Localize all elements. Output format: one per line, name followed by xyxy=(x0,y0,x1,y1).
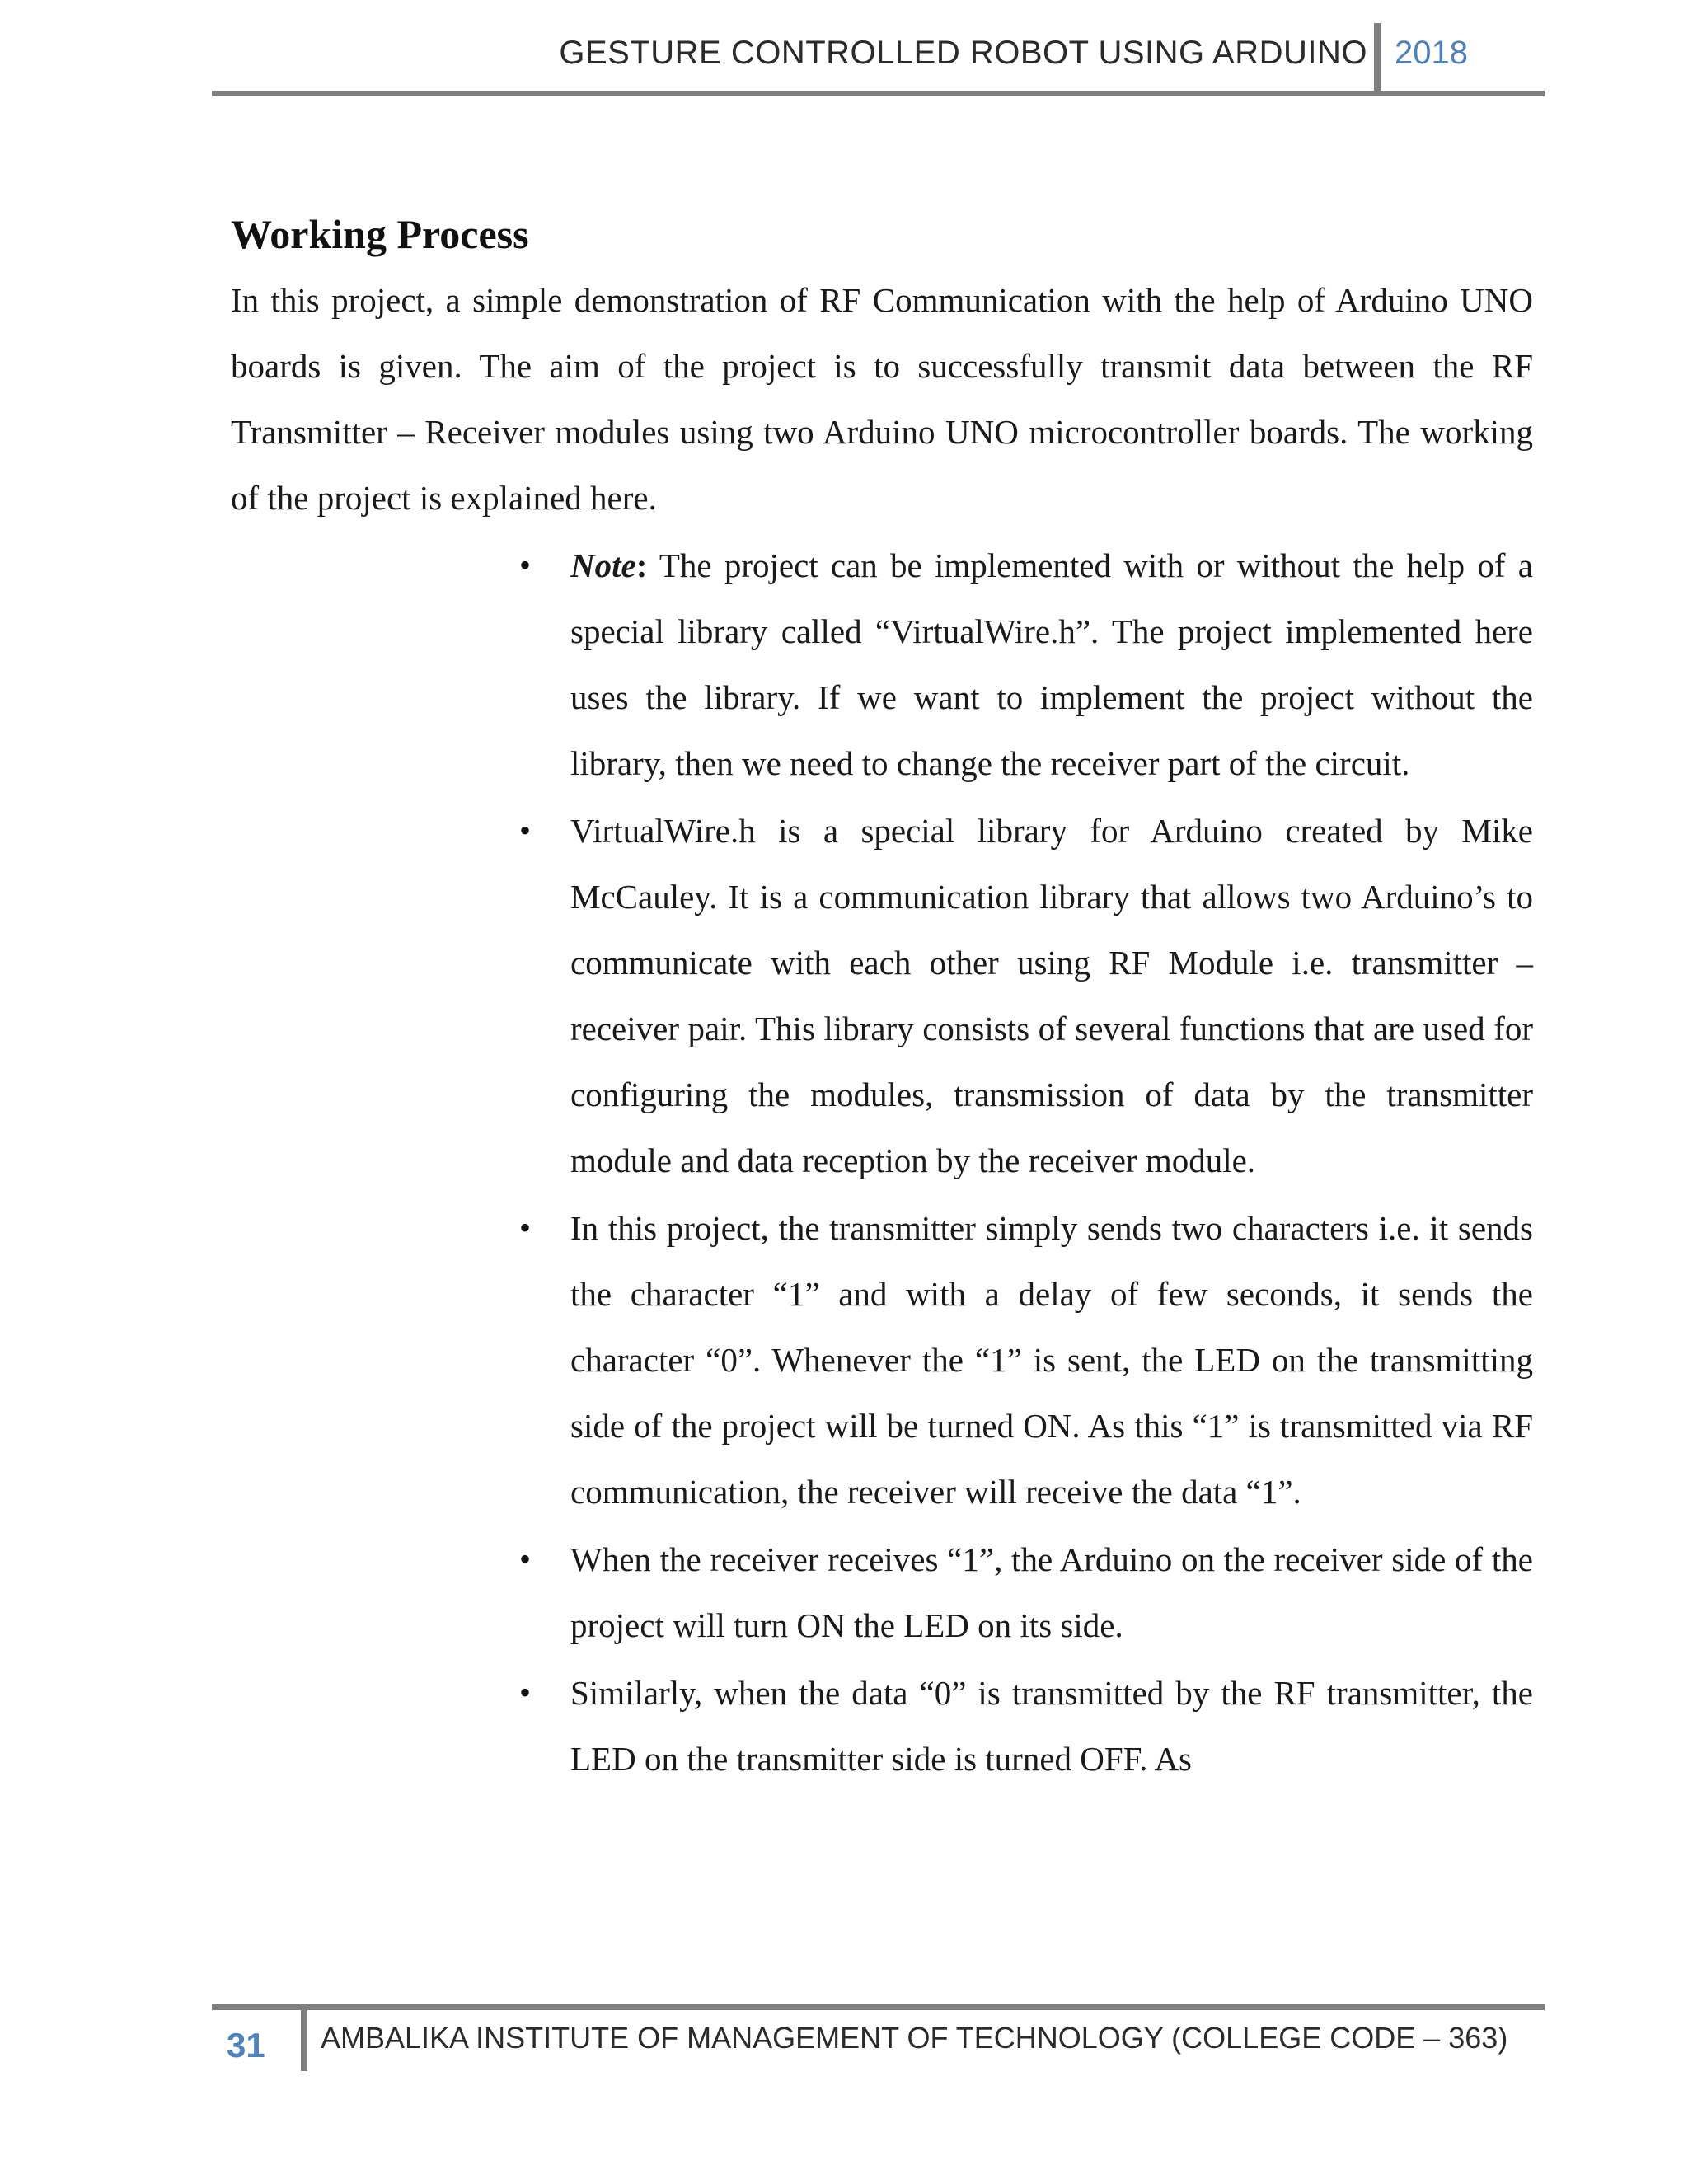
page-content xyxy=(231,208,1533,1793)
list-item-text: Similarly, when the data “0” is transmitted by the RF transmitter, the LED on the transmitter side is turned OFF. As xyxy=(570,1674,1533,1778)
list-item-text: In this project, the transmitter simply sends two characters i.e. it sends the character “1” and with a delay of few seconds, it sends the character “0”. Whenever the “1” is sent, the LED on the transmitting side of the project will be turned ON. As this “1” is transmitted via RF communication, the receiver will receive the data “1”. xyxy=(570,1209,1533,1511)
list-item-text: When the receiver receives “1”, the Arduino on the receiver side of the project will turn ON the LED on its side. xyxy=(570,1540,1533,1644)
intro-paragraph: In this project, a simple demonstration of RF Communication with the help of Arduino UNO boards is given. The aim of the project is to successfully transmit data between the RF Transmitter – Receiver modules using two Arduino UNO microcontroller boards. The working of the project is explained here. xyxy=(231,281,1533,517)
header-year: 2018 xyxy=(1395,35,1468,71)
footer-institute: AMBALIKA INSTITUTE OF MANAGEMENT OF TECHNOLOGY (COLLEGE CODE – 363) xyxy=(321,2021,1508,2055)
header-rule xyxy=(212,91,1545,96)
header-title: GESTURE CONTROLLED ROBOT USING ARDUINO xyxy=(559,35,1367,71)
page-number: 31 xyxy=(227,2026,265,2064)
header-divider xyxy=(1374,23,1381,92)
page-header xyxy=(212,23,1545,96)
bullet-icon: • xyxy=(519,1540,532,1577)
bullet-icon: • xyxy=(519,546,532,583)
footer-divider xyxy=(301,2010,307,2071)
bullet-list xyxy=(231,532,1533,1792)
list-item-text: VirtualWire.h is a special library for Arduino created by Mike McCauley. It is a communication library that allows two Arduino’s to communicate with each other using RF Module i.e. transmitter – receiver pair. This library consists of several functions that are used for configuring the modules, transmission of data by the transmitter module and data reception by the receiver module. xyxy=(570,812,1533,1179)
bullet-icon: • xyxy=(519,812,532,849)
bullet-icon: • xyxy=(519,1209,532,1246)
note-label: Note xyxy=(570,546,636,584)
footer-rule xyxy=(212,2004,1545,2010)
page-footer xyxy=(212,2004,1545,2087)
list-item xyxy=(519,798,1533,1193)
list-item xyxy=(519,1526,1533,1658)
bullet-icon: • xyxy=(519,1674,532,1711)
list-item-text: The project can be implemented with or without the help of a special library called “VirtualWire.h”. The project implemented here uses the library. If we want to implement the project without the library, then we need to change the receiver part of the circuit. xyxy=(570,546,1533,782)
section-title: Working Process xyxy=(231,211,529,257)
list-item xyxy=(519,532,1533,796)
list-item xyxy=(519,1660,1533,1792)
list-item xyxy=(519,1195,1533,1525)
note-colon: : xyxy=(635,546,648,584)
